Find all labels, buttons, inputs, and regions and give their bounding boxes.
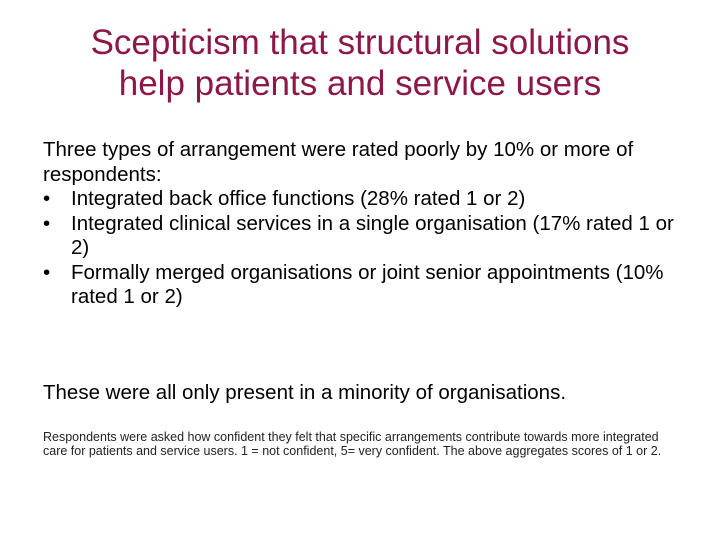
- title-line-1: Scepticism that structural solutions: [90, 23, 630, 62]
- bullet-item-clinical-services: [43, 212, 693, 261]
- summary-paragraph: These were all only present in a minority of organisations.: [43, 380, 567, 404]
- bullet-text: Formally merged organisations or joint senior appointments (10% rated 1 or 2): [71, 260, 664, 308]
- title-line-2: help patients and service users: [118, 64, 602, 103]
- bullet-icon: •: [43, 187, 51, 210]
- bullet-list: [43, 187, 693, 310]
- bullet-text: Integrated clinical services in a single organisation (17% rated 1 or 2): [71, 211, 674, 259]
- bullet-item-back-office: [43, 187, 693, 212]
- bullet-item-merged-organisations: [43, 261, 693, 310]
- intro-paragraph: Three types of arrangement were rated poorly by 10% or more of respondents:: [43, 138, 634, 186]
- bullet-icon: •: [43, 211, 51, 235]
- bullet-icon: •: [43, 260, 51, 284]
- footnote: Respondents were asked how confident they felt that specific arrangements contribute towards more integrated care for patients and service users. 1 = not confident, 5= very confident. The above aggregates scores of 1 or 2.: [43, 429, 662, 458]
- body-text: [43, 138, 693, 310]
- slide-title: [20, 22, 700, 104]
- bullet-text: Integrated back office functions (28% rated 1 or 2): [71, 187, 526, 210]
